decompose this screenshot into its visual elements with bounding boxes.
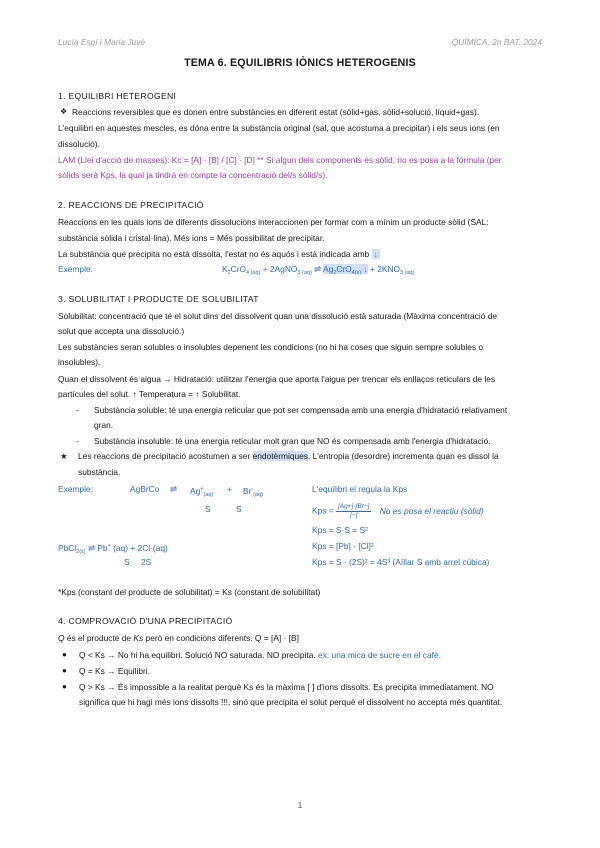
s2-line-2: substància sòlida i cristal·lina). Més ions = Més possibilitat de precipitar. xyxy=(58,233,325,243)
dash-bullet: - xyxy=(76,405,79,415)
s4-bullet-2: Q = Ks → Equilibri. xyxy=(79,666,150,676)
dot-bullet-icon: ● xyxy=(62,666,67,675)
s3-example-s2: S xyxy=(236,504,242,514)
s3-line-4: insolubles). xyxy=(58,357,101,367)
section-2-heading: 2. REACCIONS DE PRECIPITACIÓ xyxy=(58,200,204,210)
s2-reaction: $K_2CrO_{4 (aq)}$ + 2AgNO$_{3 (aq)}$ ⇌ $Ag_2CrO_{4(s)}$ ↓ + $2KNO_{3 (aq)}$ xyxy=(222,264,415,276)
s3-line-2: solut que accepta una dissolució.) xyxy=(58,326,185,336)
section-4-heading: 4. COMPROVACIÓ D'UNA PRECIPITACIÓ xyxy=(58,616,233,626)
s3-star-line-1: Les reaccions de precipitació acostumen a ser endotèrmiques. L'entropia (desordre) incrementa quan es dissol la xyxy=(78,451,499,461)
section-1-heading: 1. EQUILIBRI HETEROGENI xyxy=(58,91,177,101)
s3-example-br: $Br^-_{(aq)}$ xyxy=(243,486,263,498)
s3-kps-title: L'equilibri el regula la Kps xyxy=(312,484,408,494)
header-authors: Lucía Espí i Maria Juvé xyxy=(58,37,146,47)
s3-example-salt: AgBrCo xyxy=(130,484,160,494)
s3-example-s1: S xyxy=(205,504,211,514)
s4-bullet-3-line-1: Q > Ks → És impossible a la realitat perquè Ks és la màxima [ ] d'ions dissolts. Es precipita immediatament. NO xyxy=(79,682,494,692)
endothermic-highlight: endotèrmiques xyxy=(252,451,308,461)
s2-line-1: Reaccions en les quals ions de diferents dissolucions interaccionen per formar com a mínim un producte sòlid (SAL: xyxy=(58,217,489,227)
dot-bullet-icon: ● xyxy=(62,682,67,691)
s1-law-line-1: LAM (Llei d'acció de masses): Kc = [A] · [B] / [C] · [D] ** Si algun dels components és sòlid, no es posa a la fórmula (per xyxy=(58,155,502,165)
s4-bullet-3-line-2: significa que hi hagi més ions dissolts !!!, sinó que precipita el solut perquè el dissolvent no accepta més quantitat. xyxy=(79,697,503,707)
s1-line-1: Reaccions reversibles que es donen entre substàncies en diferent estat (sòlid+gas, sòlid+solució, líquid+gas). xyxy=(72,107,480,117)
s3-soluble-line-2: gran. xyxy=(94,420,114,430)
s3-example-ag: $Ag^+_{(aq)}$ xyxy=(190,486,214,498)
s4-intro: Q és el producte de Ks però en condicions diferents. Q = [A] · [B] xyxy=(58,633,299,643)
s4-bullet-1: Q < Ks → No hi ha equilibri. Solució NO saturada. NO precipita. ex: una mica de sucre en el cafè. xyxy=(79,650,441,660)
s3-pb-2s: 2S xyxy=(141,557,152,567)
s3-kps-fraction: Kps = $\frac{[Ag+]\cdot[Br-]}{[-]}$ No es posa el reactiu (sòlid) xyxy=(312,503,484,519)
s3-kps-4s3: Kps = S · (2S)² = 4S³ (Aïllar S amb arrel cúbica) xyxy=(312,557,490,567)
diamond-bullet-icon: ❖ xyxy=(60,107,68,116)
s3-line-5: Quan el dissolvent és aigua → Hidratació: utilitzar l'energia que aporta l'aigua per trencar els enllaços reticulars de les xyxy=(58,374,496,384)
s3-line-6: partícules del solut. ↑ Temperatura = ↑ Solubilitat. xyxy=(58,389,241,399)
s3-example-label: Exemple: xyxy=(58,484,93,494)
header-course: QUÍMICA. 2n BAT. 2024 xyxy=(451,37,542,47)
s2-example-label: Exemple: xyxy=(58,264,93,274)
s3-soluble-line-1: Substància soluble: té una energia reticular que pot ser compensada amb una energia d'hidratació relativament xyxy=(94,405,508,415)
s3-example-plus: + xyxy=(227,484,232,494)
s3-line-3: Les substàncies seran solubles o insolubles depenent les condicions (no hi ha coses que siguin sempre solubles o xyxy=(58,342,484,352)
kps-fraction: $\frac{[Ag+]\cdot[Br-]}{[-]}$ xyxy=(337,503,370,519)
s3-kps-pb: Kps = [Pb] · [Cl]² xyxy=(312,541,374,551)
s3-pb-s: S xyxy=(124,557,130,567)
s3-footnote: *Kps (constant del producte de solubilitat) = Ks (constant de solubilitat) xyxy=(58,587,321,597)
page-number: 1 xyxy=(297,800,303,810)
s3-line-1: Solubilitat: concentració que té el solut dins del dissolvent quan una dissolució està saturada (Màxima concentració de xyxy=(58,311,498,321)
page-title: TEMA 6. EQUILIBRIS IÒNICS HETEROGENIS xyxy=(184,57,416,69)
s3-star-line-2: substància. xyxy=(78,467,121,477)
star-bullet-icon: ★ xyxy=(60,451,68,461)
dot-bullet-icon: ● xyxy=(62,650,67,659)
equilibrium-arrow-icon: ⇌ xyxy=(170,484,178,494)
precipitate-highlight: $Ag_2CrO_{4(s)}$ ↓ xyxy=(323,264,368,276)
s1-line-2: L'equilibri en aquestes mescles, es dóna entre la substància original (sal, que acostuma a precipitar) i els seus ions (en xyxy=(58,123,500,133)
s1-line-3: dissolució). xyxy=(58,139,100,149)
s3-kps-ss: Kps = S·S = S² xyxy=(312,525,368,535)
arrow-down-icon: ↓ xyxy=(373,249,378,259)
s3-pbcl2-reaction: PbCl$_{2(s)}$ ⇌ Pb+ (aq) + 2Cl-(aq) xyxy=(58,543,168,555)
section-3-heading: 3. SOLUBILITAT I PRODUCTE DE SOLUBILITAT xyxy=(58,294,259,304)
s3-insoluble-line: Substància insoluble: té una energia reticular molt gran que NO és compensada amb l'energia d'hidratació. xyxy=(94,436,491,446)
dash-bullet: - xyxy=(76,436,79,446)
s2-line-3: La substància que precipita no està dissolta, l'estat no és aquós i està indicada amb ↓ xyxy=(58,249,378,259)
s1-law-line-2: sòlids serà Kps, la qual ja tindrà en compte la concentració del/s sòlid/s). xyxy=(58,170,328,180)
